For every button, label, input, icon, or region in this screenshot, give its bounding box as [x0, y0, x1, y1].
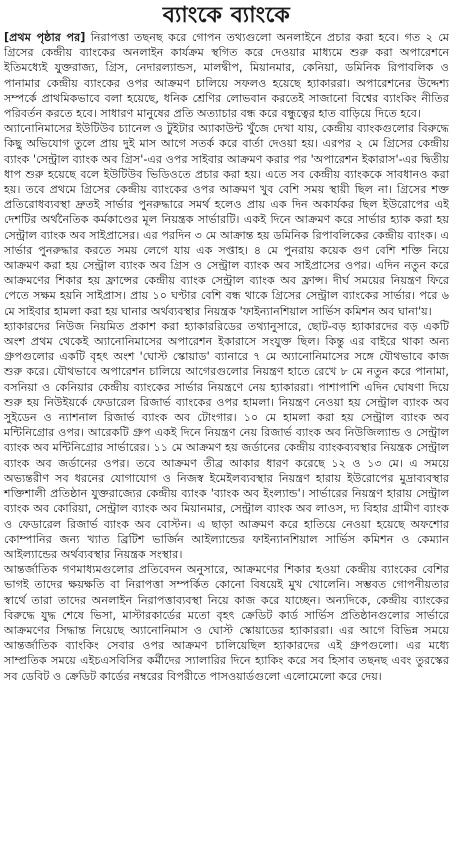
- article-paragraph-1: [4, 30, 449, 121]
- article-body: [0, 30, 453, 684]
- continued-label: [প্রথম পৃষ্ঠার পর]: [4, 31, 86, 44]
- article-paragraph-2: অ্যানোনিমাসের ইউটিউব চ্যানেল ও টুইটার অ্যাকাউন্ট খুঁজে দেখা যায়, কেন্দ্রীয় ব্যাংকগুলোর বিরুদ্ধে কিছু অভিযোগ তুলে প্রায় দুই মাস আগে সতর্ক করে বার্তা দেওয়া হয়। এরপর ২ মে গ্রিসের কেন্দ্রীয় ব্যাংক 'সেন্ট্রাল ব্যাংক অব গ্রিস'-এর ওপর সাইবার আক্রমণ করার পর 'অপারেশন ইকারাস'-এর দ্বিতীয় ধাপ শুরু হয়েছে বলে ইউটিউব ভিডিওতে প্রচার করা হয়। এতে সব কেন্দ্রীয় ব্যাংককে সাবধানও করা হয়। তবে প্রথমে গ্রিসের কেন্দ্রীয় ব্যাংকের ওপর আক্রমণ খুব বেশি সময় স্থায়ী ছিল না। গ্রিসের শক্ত প্রতিরোধব্যবস্থা দ্রুতই সার্ভার পুনরুদ্ধারে সমর্থ হলেও প্রায় এক দিন অকার্যকর ছিল ইউরোপের এই দেশটির অর্থনৈতিক কর্মকাণ্ডের মূল নিয়ন্ত্রক সার্ভারটি। একই দিনে আক্রমণ করে সার্ভার হ্যাক করা হয় সেন্ট্রাল ব্যাংক অব সাইপ্রাসের। এর পরদিন ৩ মে আক্রান্ত হয় ডমিনিক রিপাবলিকের কেন্দ্রীয় ব্যাংক। এ সার্ভার পুনরুদ্ধার করতে সময় লেগে যায় এক সপ্তাহ। ৪ মে পুনরায় কয়েক গুণ বেশি শক্তি নিয়ে আক্রমণ করা হয় সেন্ট্রাল ব্যাংক অব গ্রিস ও সেন্ট্রাল ব্যাংক অব সাইপ্রাসের ওপর। এদিন নতুন করে আক্রমণের শিকার হয় ফ্রান্সের কেন্দ্রীয় ব্যাংক সেন্ট্রাল ব্যাংক অব ফ্রান্স। দীর্ঘ সময়ের নিয়ন্ত্রণ ফিরে পেতে সক্ষম হয়নি সাইপ্রাস। প্রায় ১০ ঘণ্টার বেশি বন্ধ থাকে গ্রিসের সেন্ট্রাল ব্যাংকের সার্ভার। পরে ৬ মে সাইবার হামলা করা হয় ঘানার অর্থব্যবস্থার নিয়ন্ত্রক 'ফাইন্যানশিয়াল সার্ভিস কমিশন অব ঘানা'য়।: [4, 122, 449, 318]
- article-paragraph-4: আন্তর্জাতিক গণমাধ্যমগুলোর প্রতিবেদন অনুসারে, আক্রমণের শিকার হওয়া কেন্দ্রীয় ব্যাংকের বেশির ভাগই তাদের ক্ষয়ক্ষতি বা নিরাপত্তা সম্পর্কিত কোনো বিষয়েই মুখ খোলেনি। সম্ভবত গোপনীয়তার স্বার্থে তারা তাদের অনলাইন নিরাপত্তাব্যবস্থা নিয়ে কাজ করে যাচ্ছেন। অন্যদিকে, কেন্দ্রীয় ব্যাংকের বিরুদ্ধে যুদ্ধ শেষে ভিসা, মাস্টারকার্ডের মতো বৃহৎ ক্রেডিট কার্ড সার্ভিস প্রতিষ্ঠানগুলোর সার্ভারে আক্রমণের সিদ্ধান্ত নিয়েছে অ্যানোনিমাস ও ঘোস্ট স্কোয়াডের হ্যাকাররা। এর আগে বিভিন্ন সময়ে আন্তর্জাতিক ব্যাংকিং সেবার ওপর আক্রমণ চালিয়েছিল হ্যাকারদের এই গ্রুপগুলো। এর মধ্যে সাম্প্রতিক সময়ে এইচএসবিসির কর্মীদের স্যালারির দিনে হ্যাকিং করে সব হিসাব তছনছ এবং তুরস্কের সব ডেবিট ও ক্রেডিট কার্ডের নম্বরের বিপরীতে পাসওয়ার্ডগুলো এলোমেলো করে দেয়।: [4, 563, 449, 683]
- paragraph-text: নিরাপত্তা তছনছ করে গোপন তথ্যগুলো অনলাইনে প্রচার করা হবে। গত ২ মে গ্রিসের কেন্দ্রীয় ব্যাংকের অনলাইন কার্যক্রম স্থগিত করে দেওয়ার মাধ্যমে শুরু করা অপারেশনে ইতিমধ্যেই যুক্তরাজ্য, গ্রিস, নেদারল্যান্ডস, মালদ্বীপ, মিয়ানমার, কেনিয়া, ডমিনিক রিপাবলিক ও পানামার কেন্দ্রীয় ব্যাংকের ওপর আক্রমণ চালিয়ে সফলও হয়েছে হ্যাকাররা। অপারেশনের উদ্দেশ্য সম্পর্কে প্রাথমিকভাবে বলা হয়েছে, ধনিক শ্রেণির লোভবান করতেই সাজানো বিশ্বের ব্যাংকিং নীতির পরিবর্তন করতে হবে। সাধারণ মানুষের প্রতি অত্যাচার বন্ধ করে বন্ধুত্বের হাত বাড়িয়ে দিতে হবে।: [4, 31, 449, 121]
- article-paragraph-3: হ্যাকারদের নিউজ নিয়মিত প্রকাশ করা হ্যাকাররিডের তথ্যানুসারে, ছোট-বড় হ্যাকারদের বড় একটি অংশ প্রথম থেকেই অ্যানোনিমাসের অপারেশন ইকারাসে সংযুক্ত ছিল। কিন্তু এর বাইরে থাকা অন্য গ্রুপগুলোর একটি বৃহৎ অংশ 'ঘোস্ট স্কোয়াড' ব্যানারে ৭ মে অ্যানোনিমাসের সঙ্গে যৌথভাবে কাজ শুরু করে। যৌথভাবে অপারেশন চালিয়ে আগেরগুলোর নিয়ন্ত্রণ হাতে রেখে ৮ মে নতুন করে পানামা, বসনিয়া ও কেনিয়ার কেন্দ্রীয় ব্যাংকের সার্ভার নিয়ন্ত্রণে নেয় হ্যাকাররা। পাশাপাশি এদিন ঘোষণা দিয়ে শুরু হয় নিউইয়র্কে ফেডারেল রিজার্ভ ব্যাংকের ওপর হামলা। নিয়ন্ত্রণ নেওয়া হয় সেন্ট্রাল ব্যাংক অব সুইডেন ও ন্যাশনাল রিজার্ভ ব্যাংক অব টোংগার। ১০ মে হামলা করা হয় সেন্ট্রাল ব্যাংক অব মন্টিনিগ্রোর ওপর। আরেকটি গ্রুপ একই দিনে নিয়ন্ত্রণ নেয় রিজার্ভ ব্যাংক অব নিউজিল্যান্ড ও সেন্ট্রাল ব্যাংক অব মন্টিনিগ্রোর সার্ভারের। ১১ মে আক্রমণ হয় জর্ডানের কেন্দ্রীয় ব্যাংকব্যবস্থার নিয়ন্ত্রক সেন্ট্রাল ব্যাংক অব জর্ডানের ওপর। তবে আক্রমণ তীব্র আকার ধারণ করেছে ১২ ও ১৩ মে। এ সময়ে অভ্যন্তরীণ সব ধরনের যোগাযোগ ও নিজস্ব ইমেইলব্যবস্থার নিয়ন্ত্রণ হারায় ইউরোপের মুদ্রাব্যবস্থার শক্তিশালী প্রতিষ্ঠান যুক্তরাজ্যের কেন্দ্রীয় ব্যাংক 'ব্যাংক অব ইংল্যান্ড'। সার্ভারের নিয়ন্ত্রণ হারায় সেন্ট্রাল ব্যাংক অব কোরিয়া, সেন্ট্রাল ব্যাংক অব মিয়ানমার, সেন্ট্রাল ব্যাংক অব লাওস, দ্য বিহার গ্রামীণ ব্যাংক ও ফেডারেল রিজার্ভ ব্যাংক অব বোস্টন। এ ছাড়া আক্রমণ করে হাতিয়ে নেওয়া হয়েছে অফশোর কোম্পানির জন্য খ্যাত ব্রিটিশ ভার্জিন আইল্যান্ডের ফাইন্যানশিয়াল সার্ভিস কমিশন ও কেম্যান আইল্যান্ডের অর্থব্যবস্থার নিয়ন্ত্রক সংস্থার।: [4, 319, 449, 561]
- article-headline: ব্যাংকে ব্যাংকে: [162, 3, 291, 28]
